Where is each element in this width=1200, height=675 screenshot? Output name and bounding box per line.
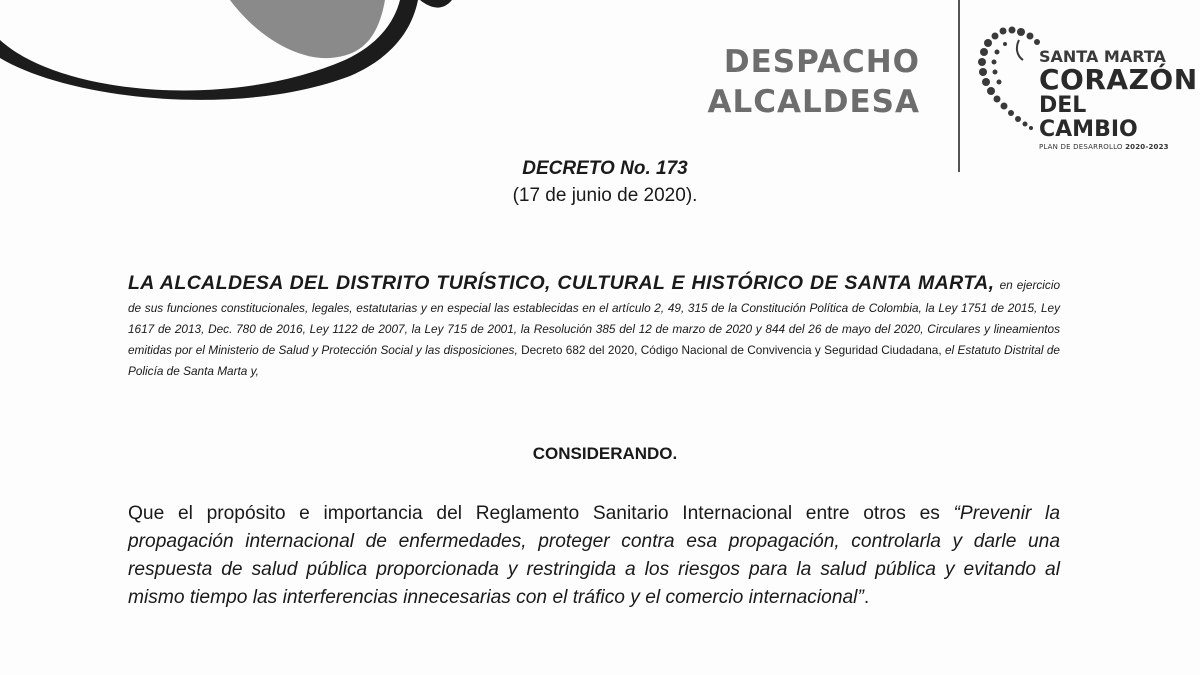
paragraph-end: . (863, 587, 870, 608)
powers-text-part-3: el Estatuto Distrital de Policía de Santa Marta y, (128, 343, 1060, 378)
santa-marta-logo (975, 22, 1198, 151)
decree-title: DECRETO No. 173 (522, 158, 688, 179)
decree-date: (17 de junio de 2020). (512, 185, 698, 206)
powers-text-part-1: en ejercicio de sus funciones constitucionales, legales, estatutarias y en especial las establecidas en el artículo 2, 49, 315 de la Constitución Política de Colombia, la Ley 1751 de 2015, Ley 1617 de 2013, Dec. 780 de 2016, Ley 1122 de 2007, la Ley 715 de 2001, la Resolución 385 del 12 de marzo de 2020 y 844 del 26 de mayo del 2020, Circulares y lineamientos emitidas por el Ministerio de Salud y Protección Social y las disposiciones, (128, 278, 1061, 357)
logo-line-corazon: CORAZÓN (1039, 63, 1198, 96)
considering-heading: CONSIDERANDO. (532, 444, 678, 463)
considering-paragraph (128, 500, 1060, 612)
powers-text-part-2: Decreto 682 del 2020, Código Nacional de Convivencia y Seguridad Ciudadana, (521, 343, 942, 357)
header-divider (958, 0, 960, 172)
heart-dots-icon (975, 22, 1045, 134)
logo-plan-years: 2020-2023 (1125, 143, 1169, 151)
logo-line-santa-marta: SANTA MARTA (1039, 47, 1166, 66)
office-name (700, 42, 920, 122)
office-line-2: ALCALDESA (707, 84, 920, 120)
logo-line-del-cambio: DEL CAMBIO (1039, 93, 1138, 142)
paragraph-quote: “Prevenir la propagación internacional de enfermedades, proteger contra esa propagación, controlarla y darle una respuesta de salud pública proporcionada y restringida a los riesgos para la salud pública y evitando al mismo tiempo las interferencias innecesarias con el tráfico y el comercio internacional” (128, 503, 1060, 608)
preamble-paragraph (128, 268, 1060, 382)
logo-line-plan (1039, 142, 1185, 152)
paragraph-intro: Que el propósito e importancia del Reglamento Sanitario Internacional entre otros es (128, 503, 940, 524)
letterhead-swoosh-graphic (0, 0, 470, 110)
logo-plan-label: PLAN DE DESARROLLO (1039, 143, 1126, 151)
office-line-1: DESPACHO (723, 44, 920, 80)
authority-heading: LA ALCALDESA DEL DISTRITO TURÍSTICO, CULTURAL E HISTÓRICO DE SANTA MARTA, (128, 272, 995, 294)
